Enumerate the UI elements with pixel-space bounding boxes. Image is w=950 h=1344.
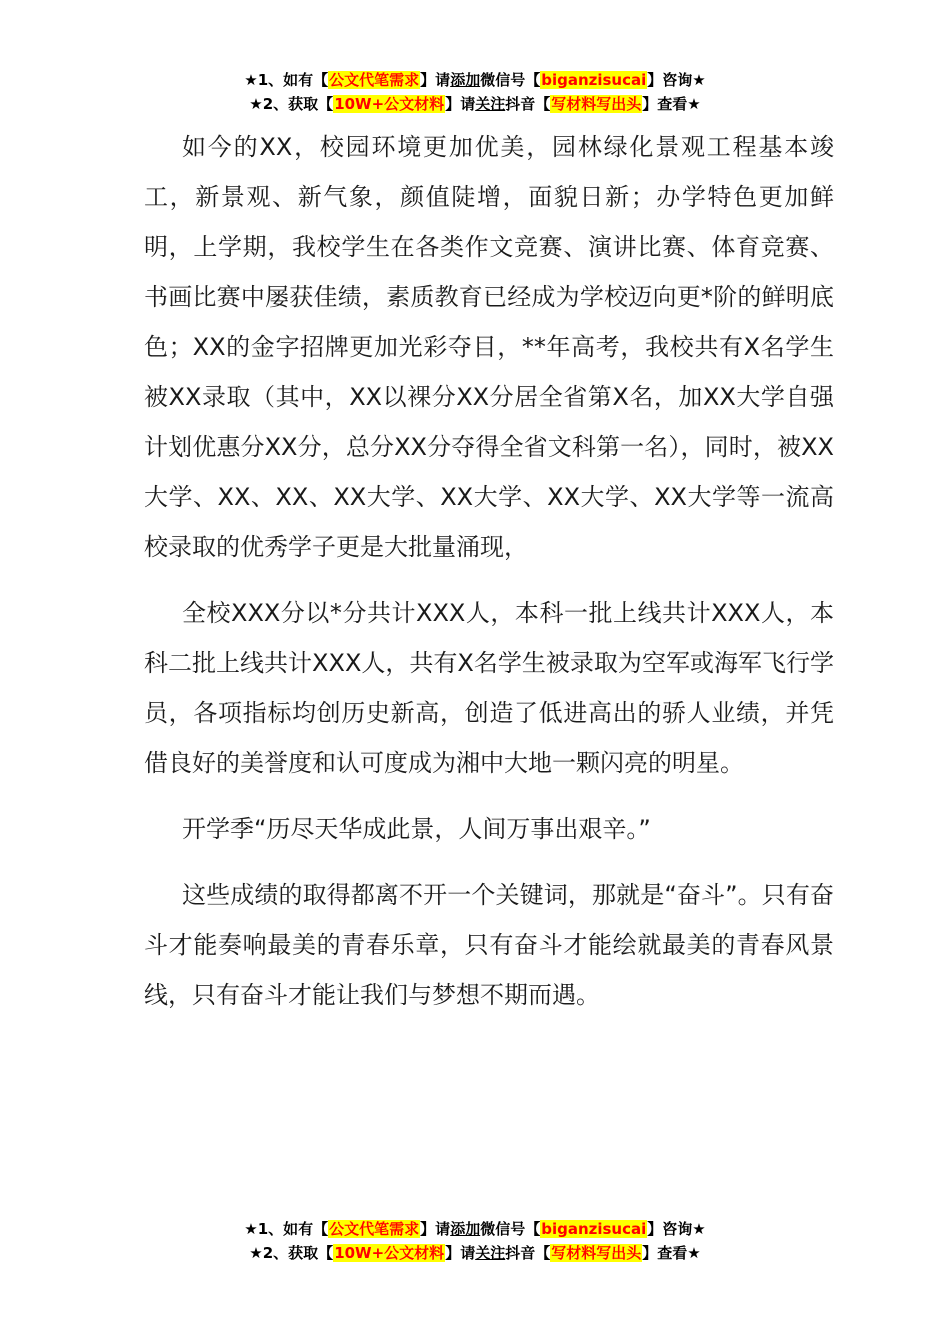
document-body bbox=[144, 122, 834, 1036]
banner-text: 2、获取【 bbox=[262, 1244, 334, 1262]
banner-text: 】请 bbox=[445, 1244, 476, 1262]
banner-text: 】咨询★ bbox=[647, 1220, 706, 1238]
highlight-service: 公文代笔需求 bbox=[329, 1220, 420, 1238]
highlight-douyin-account: 写材料写出头 bbox=[551, 1244, 642, 1262]
banner-text: 】查看★ bbox=[642, 95, 701, 113]
banner-text: 微信号【 bbox=[480, 71, 541, 89]
star-icon: ★ bbox=[244, 71, 258, 89]
paragraph-exam-results: 全校XXX分以*分共计XXX人，本科一批上线共计XXX人，本科二批上线共计XXX人，共有X名学生被录取为空军或海军飞行学员，各项指标均创历史新高，创造了低进高出的骄人业绩，并凭借良好的美誉度和认可度成为湘中大地一颗闪亮的明星。 bbox=[144, 599, 834, 777]
paragraph-struggle: 这些成绩的取得都离不开一个关键词，那就是“奋斗”。只有奋斗才能奏响最美的青春乐章，只有奋斗才能绘就最美的青春风景线，只有奋斗才能让我们与梦想不期而遇。 bbox=[144, 881, 834, 1009]
highlight-wechat-id: biganzisucai bbox=[541, 1220, 647, 1238]
highlight-douyin-account: 写材料写出头 bbox=[551, 95, 642, 113]
banner-text: 抖音【 bbox=[505, 95, 551, 113]
highlight-materials: 10W+公文材料 bbox=[334, 1244, 445, 1262]
banner-text: 微信号【 bbox=[480, 1220, 541, 1238]
paragraph-achievements: 如今的XX，校园环境更加优美，园林绿化景观工程基本竣工，新景观、新气象，颜值陡增，面貌日新；办学特色更加鲜明，上学期，我校学生在各类作文竞赛、演讲比赛、体育竞赛、书画比赛中屡获佳绩，素质教育已经成为学校迈向更*阶的鲜明底色；XX的金字招牌更加光彩夺目，**年高考，我校共有X名学生被XX录取（其中，XX以裸分XX分居全省第X名，加XX大学自强计划优惠分XX分，总分XX分夺得全省文科第一名），同时，被XX大学、XX、XX、XX大学、XX大学、XX大学、XX大学等一流高校录取的优秀学子更是大批量涌现， bbox=[144, 133, 834, 561]
banner-line-1 bbox=[0, 1217, 950, 1241]
banner-text: 】查看★ bbox=[642, 1244, 701, 1262]
underlined-text: 关注 bbox=[475, 95, 506, 113]
footer-banner bbox=[0, 1217, 950, 1265]
highlight-wechat-id: biganzisucai bbox=[541, 71, 647, 89]
star-icon: ★ bbox=[249, 1244, 263, 1262]
banner-text: 抖音【 bbox=[505, 1244, 551, 1262]
banner-text: 】请 bbox=[420, 71, 451, 89]
highlight-service: 公文代笔需求 bbox=[329, 71, 420, 89]
underlined-text: 添加 bbox=[450, 1220, 481, 1238]
paragraph-quote: 开学季“历尽天华成此景，人间万事出艰辛。” bbox=[182, 815, 651, 843]
banner-text: 2、获取【 bbox=[262, 95, 334, 113]
banner-line-1 bbox=[0, 68, 950, 92]
banner-text: 】咨询★ bbox=[647, 71, 706, 89]
highlight-materials: 10W+公文材料 bbox=[334, 95, 445, 113]
banner-text: 1、如有【 bbox=[257, 71, 329, 89]
header-banner bbox=[0, 68, 950, 116]
star-icon: ★ bbox=[249, 95, 263, 113]
banner-line-2 bbox=[0, 1241, 950, 1265]
banner-text: 】请 bbox=[445, 95, 476, 113]
banner-text: 】请 bbox=[420, 1220, 451, 1238]
banner-text: 1、如有【 bbox=[257, 1220, 329, 1238]
underlined-text: 关注 bbox=[475, 1244, 506, 1262]
banner-line-2 bbox=[0, 92, 950, 116]
underlined-text: 添加 bbox=[450, 71, 481, 89]
star-icon: ★ bbox=[244, 1220, 258, 1238]
